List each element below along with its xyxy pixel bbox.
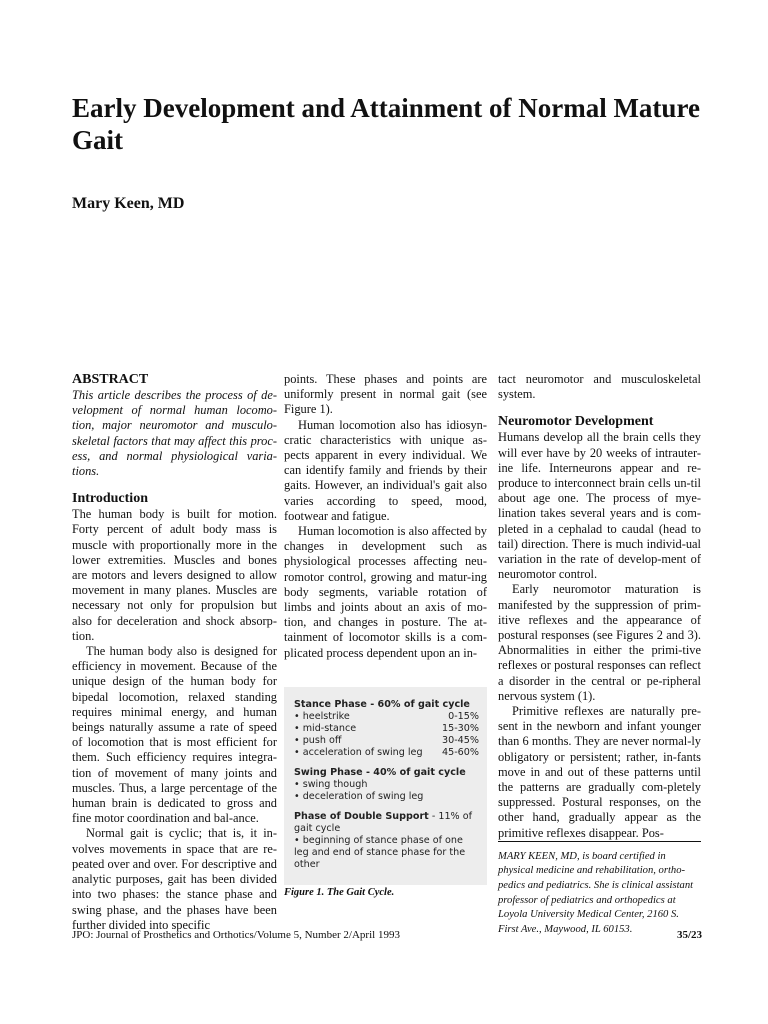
page-number: 35/23 [676,929,702,941]
stance-item-value: 15-30% [442,722,479,734]
stance-item [294,735,479,747]
neuromotor-paragraph-3: Primitive reflexes are naturally pre-sent in the newborn and infant younger than 6 months. They are never normal-ly obligatory or persistent; rather, in-fants move in and out of these patterns until the patterns are gradually com-pletely suppressed. Postural responses, on the other hand, gradually appear as the primitive reflexes disappear. Pos- [498,704,701,840]
introduction-heading: Introduction [72,491,148,507]
double-support-label: Phase of Double Support [294,810,429,822]
intro-paragraph-5: Human locomotion also has idiosyn-cratic characteristics with unique as-pects apparent in every individual. We can identify family and friends by their gaits. However, an individual's gait also varies according to speed, mood, footwear and fatigue. [284,417,487,523]
stance-item-label: • mid-stance [294,722,357,734]
swing-item: • deceleration of swing leg [294,790,424,802]
abstract-heading: ABSTRACT [72,372,149,387]
author-bio: MARY KEEN, MD, is board certified in physical medicine and rehabilitation, ortho-pedics and pediatrics. She is clinical assistant professor of pediatrics and orthopedics at Loyola University Medical Center, 2160 S. First Ave., Maywood, IL 60153. [498,841,701,938]
column-3 [498,372,701,937]
figure-caption: Figure 1. The Gait Cycle. [284,886,395,898]
column-1 [72,372,277,933]
col3-paragraph-0: tact neuromotor and musculoskeletal system. [498,372,701,402]
stance-item [294,723,479,735]
article-title: Early Development and Attainment of Normal Mature Gait [72,93,700,155]
intro-paragraph-3: Normal gait is cyclic; that is, it in-volves movements in space that are re-peated over and over. For descriptive and analytic purposes, gait has been divided into two phases: the stance phase and swing phase, and the phases have been further divided into specific [72,826,277,932]
intro-paragraph-4: points. These phases and points are uniformly present in normal gait (see Figure 1). [284,372,487,417]
stance-item [294,747,479,759]
stance-phase-heading: Stance Phase - 60% of gait cycle [294,698,470,710]
stance-item-value: 30-45% [442,734,479,746]
stance-item-label: • heelstrike [294,710,350,722]
abstract-text: This article describes the process of de-velopment of normal human locomo-tion, major neuromotor and musculo-skeletal factors that may affect this proc-ess, and normal physiological varia-tions. [72,388,277,479]
swing-item: • swing though [294,778,368,790]
stance-item-value: 0-15% [448,710,479,722]
stance-item-value: 45-60% [442,746,479,758]
gait-cycle-figure [284,687,487,885]
double-support-heading [294,811,479,835]
stance-item-label: • push off [294,734,342,746]
neuromotor-paragraph-2: Early neuromotor maturation is manifested by the suppression of prim-itive reflexes and the appearance of postural responses (see Figures 2 and 3). Abnormalities in either the primi-tive reflexes or postural responses can reflect a disorder in the central or pe-ripheral nervous system (1). [498,582,701,703]
neuromotor-heading: Neuromotor Development [498,414,654,430]
page-footer [72,929,702,941]
stance-item-label: • acceleration of swing leg [294,746,423,758]
double-support-note: • beginning of stance phase of one leg and end of stance phase for the other [294,834,466,870]
author-name: Mary Keen, MD [72,195,185,212]
intro-paragraph-1: The human body is built for motion. Forty percent of adult body mass is muscle with proportionally more in the lower extremities. Muscles and bones are motors and levers designed to allow movement in many planes. Muscles are necessary not only for propulsion but also for deceleration and shock absorp-tion. [72,507,277,643]
journal-citation: JPO: Journal of Prosthetics and Orthotics/Volume 5, Number 2/April 1993 [72,929,400,941]
stance-item [294,711,479,723]
intro-paragraph-6: Human locomotion is also affected by changes in development such as physiological processes affecting neu-romotor control, growing and matur-ing body segments, variable rotation of limbs and joints about an axis of mo-tion, and changes in posture. The at-tainment of locomotor skills is a com-plicated process dependent upon an in- [284,524,487,660]
swing-phase-heading: Swing Phase - 40% of gait cycle [294,766,466,778]
neuromotor-paragraph-1: Humans develop all the brain cells they will ever have by 20 weeks of intrauter-ine life. Interneurons appear and re-produce to interconnect brain cells un-til about age one. The process of mye-lination takes several years and is com-pleted in a cephalad to caudal (head to tail) direction. There is much individ-ual variation in the rate of develop-ment of neuromotor control. [498,430,701,582]
intro-paragraph-2: The human body also is designed for efficiency in movement. Because of the unique design of the human body for bipedal locomotion, relaxed standing requires minimal energy, and human beings naturally assume a rate of speed of locomotion that is most efficient for them. Such efficiency requires integra-tion of movement of many joints and muscles. Thus, a large percentage of the human brain is dedicated to gross and fine motor coordination and bal-ance. [72,644,277,826]
column-2 [284,372,487,900]
double-support-suffix: - 11% of gait cycle [294,810,472,834]
